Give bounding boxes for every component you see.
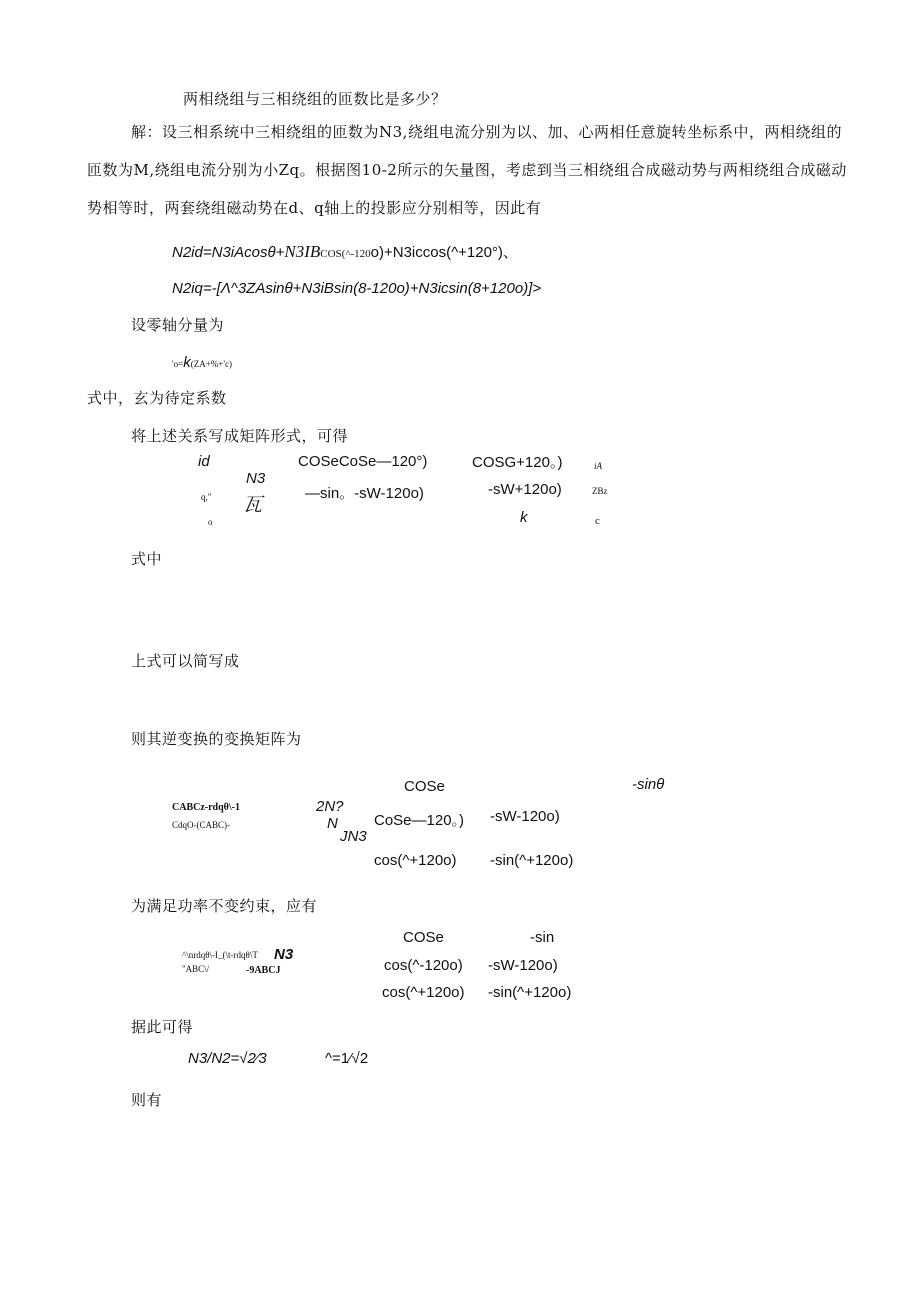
eq1-part1: =N3iAcosθ+ bbox=[202, 244, 285, 261]
m2-frac-bottom: JN3 bbox=[340, 828, 367, 845]
solution-line-3: 势相等时，两套绕组磁动势在d、q轴上的投影应分别相等，因此有 bbox=[87, 199, 542, 217]
eq1-part2: N3IB bbox=[284, 242, 321, 261]
m2-row1-left: CoSe—120。) bbox=[374, 812, 465, 829]
simplified-label: 上式可以简写成 bbox=[131, 652, 240, 670]
m3-label-2: "ABC\/ bbox=[182, 964, 210, 974]
m1-col2-1: -sW+120o) bbox=[488, 481, 562, 498]
thus-label: 据此可得 bbox=[131, 1018, 194, 1036]
question-title: 两相绕组与三相绕组的匝数比是多少？ bbox=[183, 90, 447, 108]
m3-label-1: ^\nrdqθ\-I_(\t-rdqθ\T bbox=[182, 950, 258, 960]
m3-label-n3: N3 bbox=[274, 946, 294, 963]
m2-row2-left: cos(^+120o) bbox=[374, 852, 457, 869]
m2-label-2: CdqO-(CABC)- bbox=[172, 820, 230, 830]
eq1-part3: COS(^-120 bbox=[320, 248, 371, 260]
m2-row0-right: -sinθ bbox=[632, 776, 665, 793]
eq-zero-rest: (ZA+%+'c) bbox=[190, 359, 232, 369]
equation-d-axis bbox=[172, 241, 518, 262]
where-k-coefficient: 式中，玄为待定系数 bbox=[87, 389, 227, 407]
solution-line-1: 解：设三相系统中三相绕组的匝数为N3,绕组电流分别为以、加、心两相任意旋转坐标系中，两相绕组的 bbox=[131, 123, 842, 141]
m3-row1-right: -sW-120o) bbox=[488, 957, 558, 974]
m2-row0-left: COSe bbox=[404, 778, 445, 795]
result-k-value: ^=1⁄√2 bbox=[325, 1050, 369, 1067]
m1-right-1: ZBz bbox=[592, 486, 608, 496]
m1-left-2: o bbox=[208, 517, 213, 527]
where-label: 式中 bbox=[131, 550, 163, 568]
eq1-lhs: N2id bbox=[172, 244, 203, 261]
m1-col2-2: k bbox=[520, 509, 528, 526]
m3-row1-left: cos(^-120o) bbox=[384, 957, 463, 974]
m1-col1-0: COSeCoSe—120°) bbox=[298, 453, 428, 470]
m3-row0-left: COSe bbox=[403, 929, 444, 946]
m1-left-1: q," bbox=[201, 492, 212, 502]
solution-line-2: 匝数为M,绕组电流分别为小Zq。根据图10-2所示的矢量图，考虑到当三相绕组合成磁动势与两相绕组合成磁动 bbox=[87, 161, 847, 179]
equation-q-axis: N2iq=-[Λ^3ZAsinθ+N3iBsin(8-120o)+N3icsin(8+120o)]> bbox=[172, 280, 542, 297]
zero-axis-label: 设零轴分量为 bbox=[131, 316, 225, 334]
m1-left-0: id bbox=[198, 453, 210, 470]
m1-right-2: c bbox=[595, 515, 600, 527]
then-label: 则有 bbox=[131, 1091, 163, 1109]
result-turns-ratio: N3/N2=√2⁄3 bbox=[188, 1050, 267, 1067]
m1-col1-1: —sin。-sW-120o) bbox=[305, 485, 424, 502]
m1-right-0: iA bbox=[594, 461, 602, 471]
m1-frac-top: N3 bbox=[246, 470, 266, 487]
inverse-intro: 则其逆变换的变换矩阵为 bbox=[131, 730, 302, 748]
m3-row0-right: -sin bbox=[530, 929, 555, 946]
equation-zero-axis bbox=[172, 352, 232, 371]
m2-row1-right: -sW-120o) bbox=[490, 808, 560, 825]
m3-row2-right: -sin(^+120o) bbox=[488, 984, 572, 1001]
m1-frac-bottom: 瓦 bbox=[243, 494, 263, 516]
eq-zero-prefix: 'o= bbox=[172, 359, 184, 369]
m1-col2-0: COSG+120。) bbox=[472, 454, 563, 471]
m2-row2-right: -sin(^+120o) bbox=[490, 852, 574, 869]
eq1-part4: o)+N3iccos(^+120°)、 bbox=[370, 244, 518, 261]
m3-row2-left: cos(^+120o) bbox=[382, 984, 465, 1001]
m2-label-1: CABCz-rdqθ\-1 bbox=[172, 802, 240, 813]
eq-zero-k: k bbox=[183, 354, 191, 371]
power-intro: 为满足功率不变约束，应有 bbox=[131, 897, 318, 915]
matrix-intro: 将上述关系写成矩阵形式，可得 bbox=[131, 427, 349, 445]
m2-frac-mid: N bbox=[327, 815, 338, 832]
m3-label-3: -9ABCJ bbox=[246, 965, 281, 976]
m2-frac-top: 2N? bbox=[316, 798, 344, 815]
